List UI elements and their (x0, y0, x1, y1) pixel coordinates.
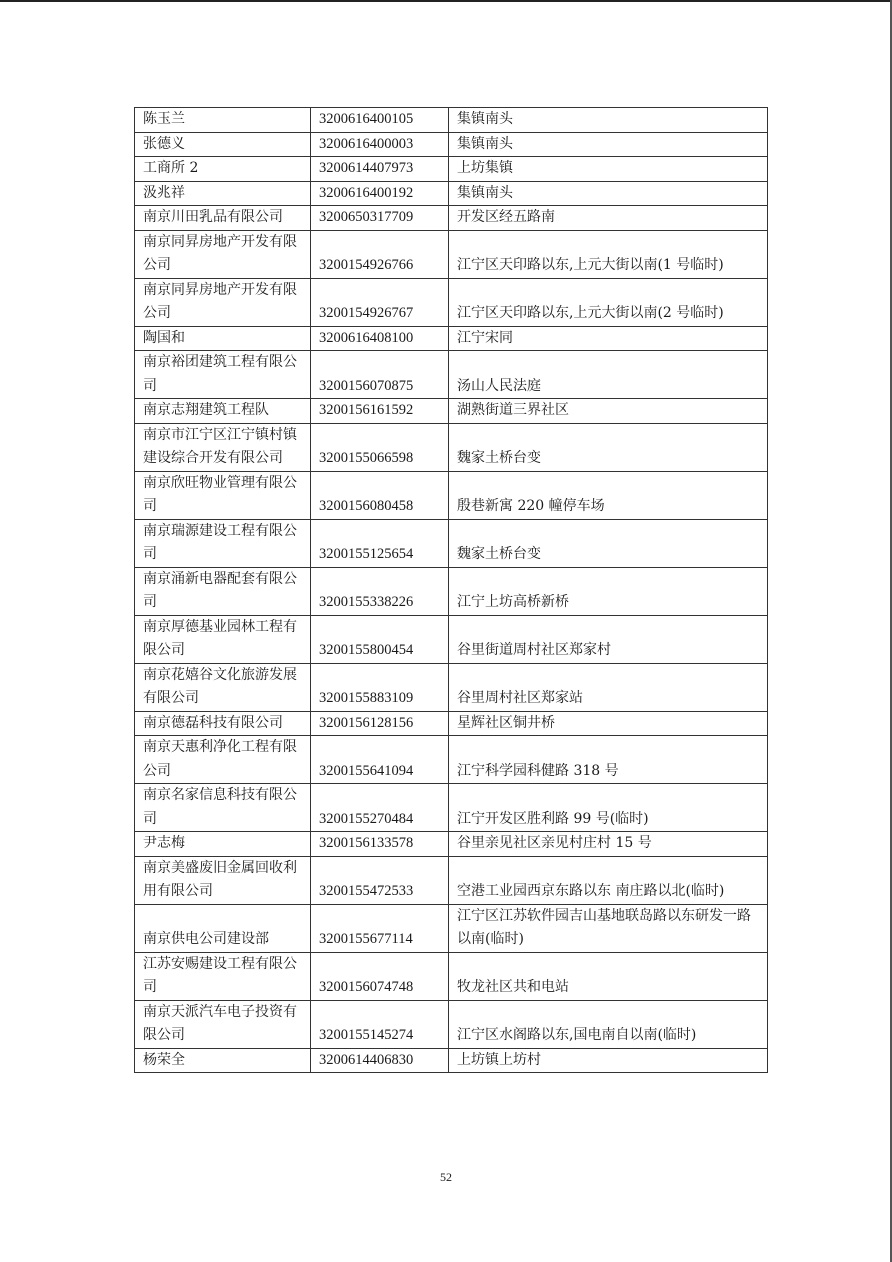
account-number-cell: 3200616400003 (311, 132, 449, 157)
company-name-cell: 南京厚德基业园林工程有限公司 (135, 615, 311, 663)
company-name-cell: 南京同昇房地产开发有限公司 (135, 278, 311, 326)
location-cell: 江宁区水阁路以东,国电南自以南(临时) (449, 1000, 768, 1048)
account-number-cell: 3200155145274 (311, 1000, 449, 1048)
location-cell: 江宁区江苏软件园吉山基地联岛路以东研发一路以南(临时) (449, 904, 768, 952)
table-row (135, 181, 768, 206)
account-number-cell: 3200155066598 (311, 423, 449, 471)
location-cell: 牧龙社区共和电站 (449, 952, 768, 1000)
company-name-cell: 南京瑞源建设工程有限公司 (135, 519, 311, 567)
table-row (135, 784, 768, 832)
table-row (135, 108, 768, 133)
company-name-cell: 南京天派汽车电子投资有限公司 (135, 1000, 311, 1048)
company-name-cell: 南京川田乳品有限公司 (135, 206, 311, 231)
company-name-cell: 汲兆祥 (135, 181, 311, 206)
location-cell: 江宁区天印路以东,上元大街以南(1 号临时) (449, 230, 768, 278)
company-name-cell: 南京名家信息科技有限公司 (135, 784, 311, 832)
location-cell: 江宁宋同 (449, 326, 768, 351)
table-row (135, 278, 768, 326)
account-number-cell: 3200154926767 (311, 278, 449, 326)
table-row (135, 132, 768, 157)
page-top-border (0, 0, 892, 2)
account-number-cell: 3200156128156 (311, 711, 449, 736)
location-cell: 殷巷新寓 220 幢停车场 (449, 471, 768, 519)
location-cell: 汤山人民法庭 (449, 351, 768, 399)
account-number-cell: 3200156080458 (311, 471, 449, 519)
location-cell: 上坊镇上坊村 (449, 1048, 768, 1073)
page-number: 52 (440, 1170, 452, 1184)
company-name-cell: 尹志梅 (135, 832, 311, 857)
company-name-cell: 陈玉兰 (135, 108, 311, 133)
company-name-cell: 南京供电公司建设部 (135, 904, 311, 952)
location-cell: 星辉社区铜井桥 (449, 711, 768, 736)
account-number-cell: 3200155641094 (311, 736, 449, 784)
account-number-cell: 3200616400192 (311, 181, 449, 206)
table-row (135, 471, 768, 519)
company-name-cell: 南京欣旺物业管理有限公司 (135, 471, 311, 519)
location-cell: 江宁开发区胜利路 99 号(临时) (449, 784, 768, 832)
account-number-cell: 3200616408100 (311, 326, 449, 351)
table-row (135, 157, 768, 182)
company-name-cell: 南京涌新电器配套有限公司 (135, 567, 311, 615)
location-cell: 魏家土桥台变 (449, 519, 768, 567)
table-row (135, 615, 768, 663)
company-name-cell: 南京花嬉谷文化旅游发展有限公司 (135, 663, 311, 711)
table-row (135, 904, 768, 952)
location-cell: 开发区经五路南 (449, 206, 768, 231)
location-cell: 谷里亲见社区亲见村庄村 15 号 (449, 832, 768, 857)
location-cell: 江宁科学园科健路 318 号 (449, 736, 768, 784)
table-row (135, 567, 768, 615)
table-row (135, 206, 768, 231)
table-row (135, 711, 768, 736)
account-number-cell: 3200156133578 (311, 832, 449, 857)
company-name-cell: 南京德磊科技有限公司 (135, 711, 311, 736)
table-row (135, 1048, 768, 1073)
table-row (135, 736, 768, 784)
company-name-cell: 陶国和 (135, 326, 311, 351)
company-name-cell: 南京市江宁区江宁镇村镇建设综合开发有限公司 (135, 423, 311, 471)
table-row (135, 519, 768, 567)
table-row (135, 952, 768, 1000)
account-number-cell: 3200156074748 (311, 952, 449, 1000)
account-number-cell: 3200156161592 (311, 399, 449, 424)
account-number-cell: 3200154926766 (311, 230, 449, 278)
account-number-cell: 3200155270484 (311, 784, 449, 832)
table-row (135, 423, 768, 471)
location-cell: 湖熟街道三界社区 (449, 399, 768, 424)
table-row (135, 663, 768, 711)
company-name-cell: 张德义 (135, 132, 311, 157)
location-cell: 空港工业园西京东路以东 南庄路以北(临时) (449, 856, 768, 904)
location-cell: 谷里周村社区郑家站 (449, 663, 768, 711)
location-cell: 集镇南头 (449, 108, 768, 133)
company-name-cell: 南京同昇房地产开发有限公司 (135, 230, 311, 278)
account-number-cell: 3200650317709 (311, 206, 449, 231)
table-row (135, 326, 768, 351)
account-number-cell: 3200155472533 (311, 856, 449, 904)
records-table (134, 107, 768, 1073)
account-number-cell: 3200616400105 (311, 108, 449, 133)
company-name-cell: 南京美盛废旧金属回收利用有限公司 (135, 856, 311, 904)
company-name-cell: 南京天惠利净化工程有限公司 (135, 736, 311, 784)
account-number-cell: 3200155125654 (311, 519, 449, 567)
location-cell: 魏家土桥台变 (449, 423, 768, 471)
company-name-cell: 南京志翔建筑工程队 (135, 399, 311, 424)
location-cell: 江宁区天印路以东,上元大街以南(2 号临时) (449, 278, 768, 326)
account-number-cell: 3200614407973 (311, 157, 449, 182)
account-number-cell: 3200155677114 (311, 904, 449, 952)
account-number-cell: 3200155883109 (311, 663, 449, 711)
table-row (135, 399, 768, 424)
table-row (135, 351, 768, 399)
location-cell: 集镇南头 (449, 132, 768, 157)
records-table-body (135, 108, 768, 1073)
account-number-cell: 3200155338226 (311, 567, 449, 615)
location-cell: 集镇南头 (449, 181, 768, 206)
company-name-cell: 工商所 2 (135, 157, 311, 182)
account-number-cell: 3200614406830 (311, 1048, 449, 1073)
location-cell: 江宁上坊高桥新桥 (449, 567, 768, 615)
table-row (135, 230, 768, 278)
company-name-cell: 江苏安赐建设工程有限公司 (135, 952, 311, 1000)
account-number-cell: 3200155800454 (311, 615, 449, 663)
location-cell: 谷里街道周村社区郑家村 (449, 615, 768, 663)
company-name-cell: 杨荣全 (135, 1048, 311, 1073)
account-number-cell: 3200156070875 (311, 351, 449, 399)
table-row (135, 832, 768, 857)
table-row (135, 1000, 768, 1048)
company-name-cell: 南京裕团建筑工程有限公司 (135, 351, 311, 399)
table-row (135, 856, 768, 904)
location-cell: 上坊集镇 (449, 157, 768, 182)
